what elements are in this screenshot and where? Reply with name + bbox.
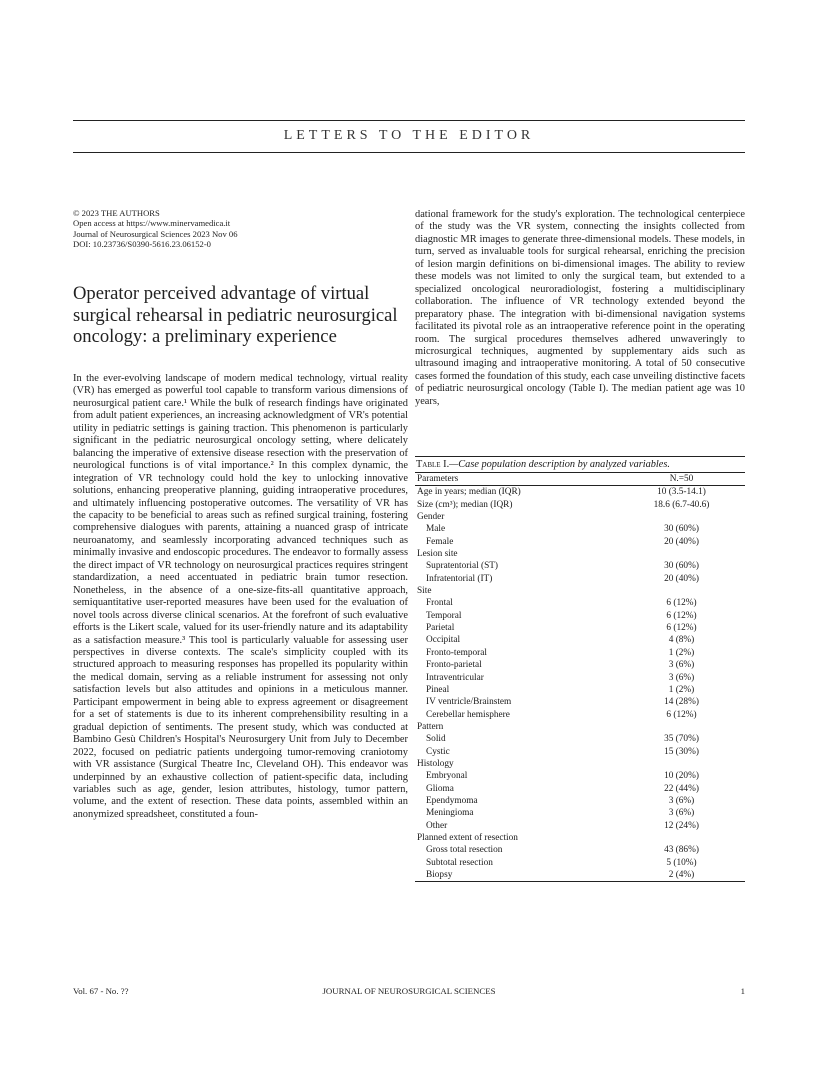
table-value-cell: 3 (6%) <box>668 795 695 806</box>
table-row <box>415 536 745 548</box>
table-value-cell: 6 (12%) <box>666 709 697 720</box>
table-value-cell: 1 (2%) <box>668 684 695 695</box>
table-parameter-cell: Frontal <box>426 598 453 609</box>
table-row <box>415 684 745 696</box>
table-category-cell: Lesion site <box>417 549 458 560</box>
footer-journal-name: JOURNAL OF NEUROSURGICAL SCIENCES <box>322 986 496 996</box>
copyright-line: © 2023 THE AUTHORS <box>73 208 160 218</box>
column-header-parameters: Parameters <box>415 473 618 486</box>
table-row <box>415 647 745 659</box>
table-header-row <box>415 473 745 486</box>
table-parameter-cell: Cerebellar hemisphere <box>426 709 510 720</box>
table-row <box>415 560 745 572</box>
table-value-cell: 15 (30%) <box>664 746 699 757</box>
table-parameter-cell: Pineal <box>426 684 450 695</box>
table-row <box>415 807 745 819</box>
table-parameter-cell: Fronto-temporal <box>426 647 487 658</box>
table-value-cell <box>618 832 745 844</box>
table-caption-text: —Case population description by analyzed variables. <box>449 459 670 470</box>
table-parameter-cell: Temporal <box>426 610 462 621</box>
table-row <box>415 857 745 869</box>
table-parameter-cell: Age in years; median (IQR) <box>417 487 521 498</box>
table-value-cell <box>618 585 745 597</box>
table-row <box>415 610 745 622</box>
table-value-cell <box>618 511 745 523</box>
table-row <box>415 659 745 671</box>
table-parameter-cell: Male <box>426 524 446 535</box>
table-value-cell: 10 (3.5-14.1) <box>657 487 706 498</box>
table-row <box>415 672 745 684</box>
table-value-cell: 14 (28%) <box>664 697 699 708</box>
header-rule-bottom <box>73 152 745 153</box>
table-row <box>415 721 745 733</box>
section-header: LETTERS TO THE EDITOR <box>283 128 535 143</box>
table-1 <box>415 456 745 882</box>
table-row <box>415 844 745 856</box>
table-value-cell: 43 (86%) <box>664 845 699 856</box>
table-parameter-cell: Infratentorial (IT) <box>426 573 493 584</box>
body-column-left <box>73 373 408 821</box>
table-parameter-cell: Biopsy <box>415 869 618 882</box>
table-value-cell: 1 (2%) <box>668 647 695 658</box>
table-parameter-cell: Gross total resection <box>426 845 503 856</box>
table-category-cell: Histology <box>417 758 454 769</box>
article-title: Operator perceived advantage of virtual surgical rehearsal in pediatric neurosurgical oncology: a preliminary experience <box>73 283 398 348</box>
table-value-cell: 3 (6%) <box>668 660 695 671</box>
table-row <box>415 783 745 795</box>
table-parameter-cell: Ependymoma <box>426 795 478 806</box>
table-value-cell: 35 (70%) <box>664 734 699 745</box>
table-row <box>415 795 745 807</box>
table-value-cell: 12 (24%) <box>664 820 699 831</box>
table-row <box>415 733 745 745</box>
table-row <box>415 499 745 511</box>
table-category-cell: Gender <box>417 512 445 523</box>
open-access-line[interactable]: Open access at https://www.minervamedica.it <box>73 218 231 229</box>
footer-page-number: 1 <box>740 986 745 996</box>
footer-volume: Vol. 67 - No. ?? <box>73 986 129 996</box>
table-row <box>415 832 745 844</box>
table-parameter-cell: Size (cm³); median (IQR) <box>417 499 513 510</box>
table-parameter-cell: Subtotal resection <box>426 857 493 868</box>
column-header-n: N.=50 <box>618 473 745 486</box>
doi-line[interactable]: DOI: 10.23736/S0390-5616.23.06152-0 <box>73 239 211 250</box>
table-row <box>415 634 745 646</box>
table-row <box>415 696 745 708</box>
table-parameter-cell: Embryonal <box>426 771 468 782</box>
table-value-cell: 20 (40%) <box>664 573 699 584</box>
table-value-cell: 22 (44%) <box>664 783 699 794</box>
table-row <box>415 758 745 770</box>
table-value-cell: 30 (60%) <box>664 524 699 535</box>
journal-date-line: Journal of Neurosurgical Sciences 2023 Nov 06 <box>73 228 238 239</box>
table-row <box>415 486 745 499</box>
table-row <box>415 585 745 597</box>
table-row <box>415 746 745 758</box>
table-value-cell: 2 (4%) <box>618 869 745 882</box>
table-value-cell: 3 (6%) <box>668 808 695 819</box>
table-value-cell: 6 (12%) <box>666 623 697 634</box>
table-body <box>415 473 745 882</box>
table-parameter-cell: Solid <box>426 734 446 745</box>
table-parameter-cell: IV ventricle/Brainstem <box>426 697 512 708</box>
body-paragraph: In the ever-evolving landscape of modern medical technology, virtual reality (VR) has emerged as powerful tool capable to transform various dimensions of neurosurgical patient care.¹ While the bulk of research findings have originated from adult patient experiences, an increasing acknowledgment of VR's potential utility in pediatric settings is gaining traction. This phenomenon is particularly significant in the pediatric neurosurgical oncology setting, where delicately balancing the imperative of extensive disease resection with the preservation of neurological functions is of vital importance.² In this complex dynamic, the integration of VR technology could hold the key to unlocking innovative solutions, enhancing preoperative planning, guiding intraoperative procedures, and ultimately influencing postoperative outcomes. The versatility of VR has the capacity to be beneficial to areas such as refined surgical training, fostering comprehensive dialogues with parents, attaining a nuanced grasp of intricate neuroanatomy, and seamlessly incorporating advanced techniques such as minimally invasive and endoscopic procedures. The endeavor to formally assess the direct impact of VR technology on neurosurgical practices requires stringent standardization, a need accentuated in pediatric brain tumor resection. Nonetheless, in the absence of a one-size-fits-all quantitative approach, semiquantitative user-reported measures have been used for the evaluation of novel tools across diverse clinical scenarios. At the forefront of such evaluative efforts is the Likert scale, valued for its user-friendly nature and its adaptability as a satisfaction measure.³ This tool is particularly valuable for assessing user perspectives in diverse contexts. The scale's simplicity coupled with its structured approach to measuring responses has propelled its popularity within the medical domain, serving as a reliable instrument for assessing not only satisfaction levels but also attitudes and opinions in a meticulous manner. Participant empowerment in being able to express agreement or disagreement for a set of statements is due to its inherent comprehensibility resulting in a gradual depiction of sentiments. The present study, which was conducted at Bambino Gesù Children's Hospital's Neurosurgery Unit from July to December 2022, focused on pediatric patients undergoing tumor-removing craniotomy with VR assistance (Surgical Theatre Inc, Cleveland OH). This endeavor was underpinned by an exhaustive collection of patient-specific data, including variables such as age, gender, lesion attributes, histology, tumor pattern, volume, and the extent of resection. These data points, assembled within an anonymized spreadsheet, constituted a foun- <box>73 373 408 820</box>
article-meta <box>73 208 403 250</box>
table-value-cell: 5 (10%) <box>666 857 697 868</box>
table-row <box>415 709 745 721</box>
table-row <box>415 622 745 634</box>
table-parameter-cell: Glioma <box>426 783 454 794</box>
table-value-cell: 4 (8%) <box>668 635 695 646</box>
table-value-cell: 18.6 (6.7-40.6) <box>653 499 710 510</box>
table-row <box>415 573 745 585</box>
table-value-cell: 30 (60%) <box>664 561 699 572</box>
table-row <box>415 770 745 782</box>
table-value-cell: 6 (12%) <box>666 610 697 621</box>
table-value-cell: 10 (20%) <box>664 771 699 782</box>
table-row <box>415 597 745 609</box>
table-value-cell <box>618 548 745 560</box>
table-parameter-cell: Supratentorial (ST) <box>426 561 499 572</box>
table-value-cell <box>618 721 745 733</box>
table-row <box>415 523 745 535</box>
table-category-cell: Pattern <box>417 721 444 732</box>
table-parameter-cell: Meningioma <box>426 808 474 819</box>
table-row <box>415 548 745 560</box>
table-value-cell: 3 (6%) <box>668 672 695 683</box>
table-parameter-cell: Intraventricular <box>426 672 484 683</box>
table-value-cell: 6 (12%) <box>666 598 697 609</box>
table-row <box>415 511 745 523</box>
header-rule-top <box>73 120 745 121</box>
table-label: Table I. <box>416 459 450 470</box>
table-value-cell <box>618 758 745 770</box>
table-parameter-cell: Occipital <box>426 635 461 646</box>
body-paragraph: dational framework for the study's exploration. The technological centerpiece of the study was the VR system, connecting the insights collected from diagnostic MR images to generate three-dimensional models. These models, in turn, served as invaluable tools for surgical rehearsal, enriching the precision of lesion margin definitions on bi-dimensional images. The ability to review these models was not limited to only the surgical team, but extended to a specialized oncological neuroradiologist, fostering a multidisciplinary collaboration. The influence of VR technology extended beyond the preparatory phase. The integration with bi-dimensional navigation systems facilitated its pivotal role as an intraoperative reference point in the operating room. The surgical procedures themselves adhered unwaveringly to microsurgical techniques, augmented by supplementary aids such as ultrasound imaging and intraoperative monitoring. A total of 50 consecutive cases formed the foundation of this study, each case unveiling distinctive facets of pediatric neurosurgical oncology (Table I). The median patient age was 10 years, <box>415 209 745 407</box>
table-category-cell: Planned extent of resection <box>417 832 518 843</box>
body-column-right <box>415 209 745 408</box>
table-parameter-cell: Other <box>426 820 448 831</box>
table-row <box>415 869 745 882</box>
table-caption <box>415 456 745 473</box>
table-parameter-cell: Cystic <box>426 746 450 757</box>
table-category-cell: Site <box>417 586 432 597</box>
table-parameter-cell: Female <box>426 536 454 547</box>
table-row <box>415 820 745 832</box>
table-value-cell: 20 (40%) <box>664 536 699 547</box>
table-parameter-cell: Parietal <box>426 623 455 634</box>
table-parameter-cell: Fronto-parietal <box>426 660 482 671</box>
